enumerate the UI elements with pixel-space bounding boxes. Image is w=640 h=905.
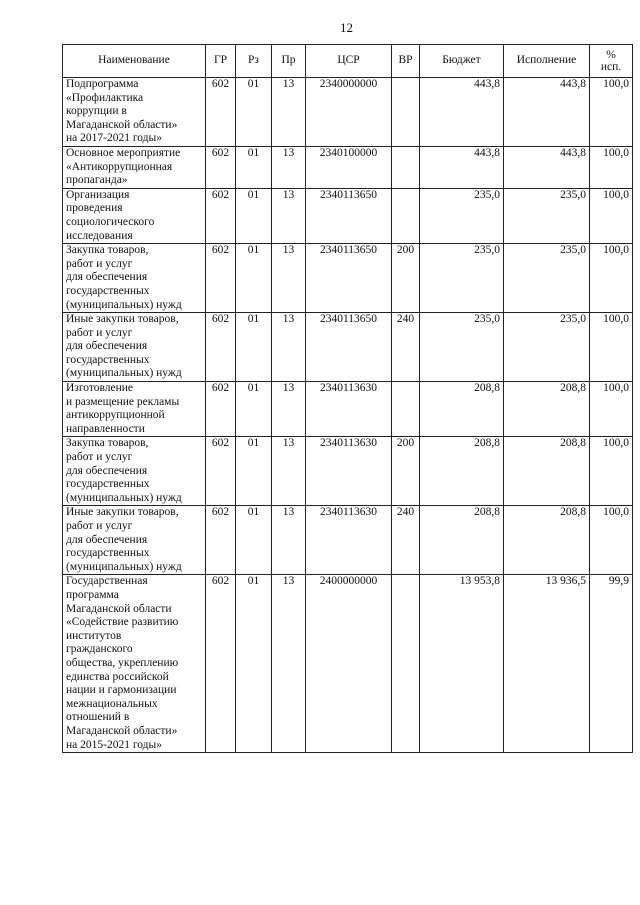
cell-percent: 100,0 bbox=[590, 78, 633, 147]
header-name: Наименование bbox=[63, 45, 206, 78]
cell-rz: 01 bbox=[236, 506, 272, 575]
cell-pr: 13 bbox=[272, 437, 306, 506]
cell-vr bbox=[392, 382, 420, 437]
cell-budget: 443,8 bbox=[420, 146, 504, 188]
cell-csr: 2340000000 bbox=[306, 78, 392, 147]
cell-budget: 443,8 bbox=[420, 78, 504, 147]
cell-execution: 208,8 bbox=[504, 506, 590, 575]
cell-vr bbox=[392, 146, 420, 188]
header-budget: Бюджет bbox=[420, 45, 504, 78]
cell-csr: 2340113650 bbox=[306, 244, 392, 313]
cell-execution: 443,8 bbox=[504, 146, 590, 188]
cell-budget: 13 953,8 bbox=[420, 575, 504, 753]
cell-name: Закупка товаров, работ и услуг для обеспечения государственных (муниципальных) нужд bbox=[63, 437, 206, 506]
cell-execution: 235,0 bbox=[504, 188, 590, 243]
cell-pr: 13 bbox=[272, 188, 306, 243]
cell-gr: 602 bbox=[206, 313, 236, 382]
header-vr: ВР bbox=[392, 45, 420, 78]
table-row bbox=[63, 506, 633, 575]
cell-rz: 01 bbox=[236, 313, 272, 382]
cell-vr bbox=[392, 78, 420, 147]
cell-pr: 13 bbox=[272, 313, 306, 382]
table-row bbox=[63, 313, 633, 382]
header-rz: Рз bbox=[236, 45, 272, 78]
table-row bbox=[63, 382, 633, 437]
table-row bbox=[63, 244, 633, 313]
header-execution: Исполнение bbox=[504, 45, 590, 78]
cell-gr: 602 bbox=[206, 437, 236, 506]
header-row bbox=[63, 45, 633, 78]
cell-rz: 01 bbox=[236, 78, 272, 147]
cell-rz: 01 bbox=[236, 244, 272, 313]
cell-pr: 13 bbox=[272, 244, 306, 313]
cell-execution: 235,0 bbox=[504, 313, 590, 382]
cell-execution: 443,8 bbox=[504, 78, 590, 147]
cell-percent: 100,0 bbox=[590, 437, 633, 506]
cell-gr: 602 bbox=[206, 146, 236, 188]
cell-name: Иные закупки товаров, работ и услуг для обеспечения государственных (муниципальных) нужд bbox=[63, 313, 206, 382]
cell-execution: 13 936,5 bbox=[504, 575, 590, 753]
cell-gr: 602 bbox=[206, 244, 236, 313]
cell-percent: 100,0 bbox=[590, 506, 633, 575]
cell-gr: 602 bbox=[206, 188, 236, 243]
cell-pr: 13 bbox=[272, 146, 306, 188]
table-header bbox=[63, 45, 633, 78]
cell-execution: 208,8 bbox=[504, 382, 590, 437]
cell-budget: 235,0 bbox=[420, 244, 504, 313]
cell-percent: 100,0 bbox=[590, 146, 633, 188]
cell-percent: 100,0 bbox=[590, 313, 633, 382]
cell-csr: 2400000000 bbox=[306, 575, 392, 753]
cell-pr: 13 bbox=[272, 382, 306, 437]
cell-gr: 602 bbox=[206, 78, 236, 147]
header-percent: % исп. bbox=[590, 45, 633, 78]
cell-rz: 01 bbox=[236, 575, 272, 753]
cell-vr: 240 bbox=[392, 506, 420, 575]
cell-vr: 200 bbox=[392, 244, 420, 313]
cell-budget: 235,0 bbox=[420, 313, 504, 382]
cell-gr: 602 bbox=[206, 382, 236, 437]
cell-budget: 208,8 bbox=[420, 506, 504, 575]
cell-name: Основное мероприятие «Антикоррупционная пропаганда» bbox=[63, 146, 206, 188]
table-row bbox=[63, 575, 633, 753]
cell-rz: 01 bbox=[236, 382, 272, 437]
header-csr: ЦСР bbox=[306, 45, 392, 78]
table-row bbox=[63, 78, 633, 147]
cell-csr: 2340113630 bbox=[306, 382, 392, 437]
cell-name: Подпрограмма «Профилактика коррупции в Магаданской области» на 2017-2021 годы» bbox=[63, 78, 206, 147]
cell-csr: 2340113630 bbox=[306, 437, 392, 506]
cell-budget: 208,8 bbox=[420, 437, 504, 506]
cell-pr: 13 bbox=[272, 506, 306, 575]
cell-rz: 01 bbox=[236, 188, 272, 243]
cell-name: Закупка товаров, работ и услуг для обеспечения государственных (муниципальных) нужд bbox=[63, 244, 206, 313]
header-pr: Пр bbox=[272, 45, 306, 78]
cell-vr bbox=[392, 575, 420, 753]
table-row bbox=[63, 188, 633, 243]
cell-csr: 2340113630 bbox=[306, 506, 392, 575]
cell-rz: 01 bbox=[236, 437, 272, 506]
cell-name: Государственная программа Магаданской области «Содействие развитию институтов гражданского общества, укреплению единства российской нации и гармонизации межнациональных отношений в Магаданской области» на 2015-2021 годы» bbox=[63, 575, 206, 753]
table-row bbox=[63, 437, 633, 506]
cell-percent: 100,0 bbox=[590, 382, 633, 437]
cell-execution: 235,0 bbox=[504, 244, 590, 313]
cell-csr: 2340113650 bbox=[306, 188, 392, 243]
cell-percent: 99,9 bbox=[590, 575, 633, 753]
cell-csr: 2340113650 bbox=[306, 313, 392, 382]
cell-name: Организация проведения социологического исследования bbox=[63, 188, 206, 243]
cell-percent: 100,0 bbox=[590, 188, 633, 243]
cell-name: Изготовление и размещение рекламы антикоррупционной направленности bbox=[63, 382, 206, 437]
cell-pr: 13 bbox=[272, 78, 306, 147]
cell-percent: 100,0 bbox=[590, 244, 633, 313]
cell-pr: 13 bbox=[272, 575, 306, 753]
cell-budget: 235,0 bbox=[420, 188, 504, 243]
cell-vr bbox=[392, 188, 420, 243]
cell-csr: 2340100000 bbox=[306, 146, 392, 188]
page-number: 12 bbox=[340, 20, 353, 35]
cell-name: Иные закупки товаров, работ и услуг для обеспечения государственных (муниципальных) нужд bbox=[63, 506, 206, 575]
budget-table bbox=[62, 44, 633, 753]
cell-vr: 200 bbox=[392, 437, 420, 506]
cell-rz: 01 bbox=[236, 146, 272, 188]
cell-budget: 208,8 bbox=[420, 382, 504, 437]
cell-gr: 602 bbox=[206, 506, 236, 575]
table-row bbox=[63, 146, 633, 188]
cell-gr: 602 bbox=[206, 575, 236, 753]
cell-vr: 240 bbox=[392, 313, 420, 382]
cell-execution: 208,8 bbox=[504, 437, 590, 506]
header-gr: ГР bbox=[206, 45, 236, 78]
table-body bbox=[63, 78, 633, 753]
